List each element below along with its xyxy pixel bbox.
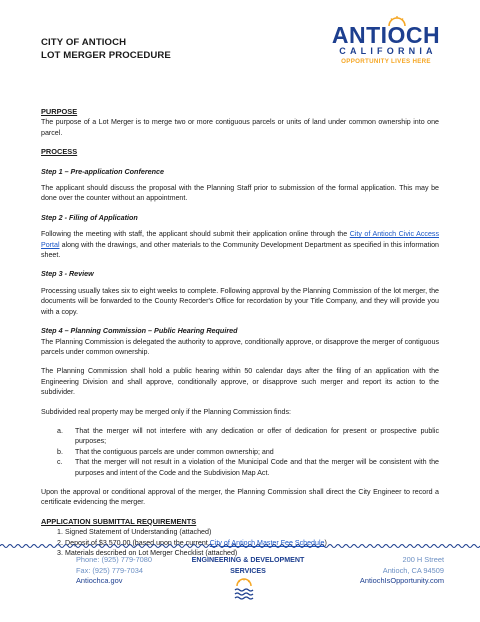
footer-department: ENGINEERING & DEVELOPMENT SERVICES	[191, 556, 305, 575]
list-item: a. That the merger will not interfere with any dedication or offer of dedication for present or prospective public purposes;	[57, 426, 439, 446]
title-line-city: CITY OF ANTIOCH	[41, 37, 127, 48]
footer-street: 200 H Street	[402, 555, 444, 564]
list-item: c. That the merger will not result in a violation of the Municipal Code and that the merger will be consistent with the purposes and intent of the Code and the Subdivision Map Act.	[57, 458, 439, 477]
title-line-procedure: LOT MERGER PROCEDURE	[41, 50, 171, 61]
footer-city: Antioch, CA 94509	[382, 565, 444, 575]
step4-heading: Step 4 – Planning Commission – Public Hearing Required	[41, 326, 238, 336]
logo-state: CALIFORNIA	[339, 46, 437, 56]
step1-text: The applicant should discuss the proposal with the Planning Staff prior to submission of the formal application. This may be done over the counter without an appointment.	[41, 184, 439, 203]
step4-text-authority: The Planning Commission is delegated the authority to approve, conditionally approve, or disapprove the merger of contiguous parcels under common ownership.	[41, 337, 439, 356]
list-item: 1. Signed Statement of Understanding (attached)	[57, 528, 212, 537]
logo-tagline: OPPORTUNITY LIVES HERE	[341, 58, 431, 65]
list-item: 3. Materials described on Lot Merger Checklist (attached)	[57, 549, 238, 557]
sun-icon	[387, 15, 407, 27]
footer-opportunity-link[interactable]: AntiochIsOpportunity.com	[359, 576, 444, 585]
logo-wordmark: ANTI OCH	[326, 24, 446, 46]
findings-list	[57, 426, 439, 478]
purpose-text: The purpose of a Lot Merger is to merge two or more contiguous parcels or units of land under common ownership into one parcel.	[41, 118, 439, 137]
list-item: 2. Deposit of $3,570.00 (based upon the current City of Antioch Master Fee Schedule)	[57, 538, 327, 547]
footer-fax: Fax: (925) 779-7034	[76, 565, 143, 575]
step3-text: Processing usually takes six to eight weeks to complete. Following approval by the Planning Commission of the lot merger, the documents will be forwarded to the County Recorder's Office for recordation by your Title Company, and they will provide you with a copy.	[41, 286, 439, 316]
requirements-heading: APPLICATION SUBMITTAL REQUIREMENTS	[41, 516, 197, 526]
master-fee-schedule-link[interactable]: City of Antioch Master Fee Schedule	[209, 538, 325, 547]
step4-text-hearing: The Planning Commission shall hold a public hearing within 50 calendar days after the filing of an application with the Engineering Division and shall approve, conditionally approve, or disapprove such merger and report its action to the subdivider.	[41, 367, 439, 397]
footer-contact	[76, 555, 152, 587]
footer-address	[360, 555, 444, 587]
wave-divider	[0, 542, 480, 550]
footer-phone: Phone: (925) 779-7080	[76, 555, 153, 564]
step2-heading: Step 2 - Filing of Application	[41, 212, 138, 222]
list-item: b. That the contiguous parcels are under common ownership; and	[57, 447, 274, 456]
process-heading: PROCESS	[41, 147, 78, 157]
footer-website-link[interactable]: Antiochca.gov	[76, 576, 123, 585]
antioch-logo	[326, 24, 446, 66]
step3-heading: Step 3 - Review	[41, 269, 94, 279]
sun-wave-icon	[234, 578, 254, 600]
step2-text: Following the meeting with staff, the applicant should submit their application online through the City of Antioch Civic Access Portal along with the drawings, and other materials to the Community Development Department as specified in this information sheet.	[41, 230, 439, 260]
step1-heading: Step 1 – Pre-application Conference	[41, 166, 165, 176]
civic-access-portal-link[interactable]: City of Antioch Civic Access Portal	[41, 230, 439, 249]
step4-text-recording: Upon the approval or conditional approval of the merger, the Planning Commission shall direct the City Engineer to record a certificate evidencing the merger.	[41, 487, 439, 507]
step4-text-findings-intro: Subdivided real property may be merged only if the Planning Commission finds:	[41, 407, 291, 416]
document-title	[41, 36, 171, 62]
document-body	[41, 107, 439, 558]
purpose-heading: PURPOSE	[41, 107, 78, 116]
